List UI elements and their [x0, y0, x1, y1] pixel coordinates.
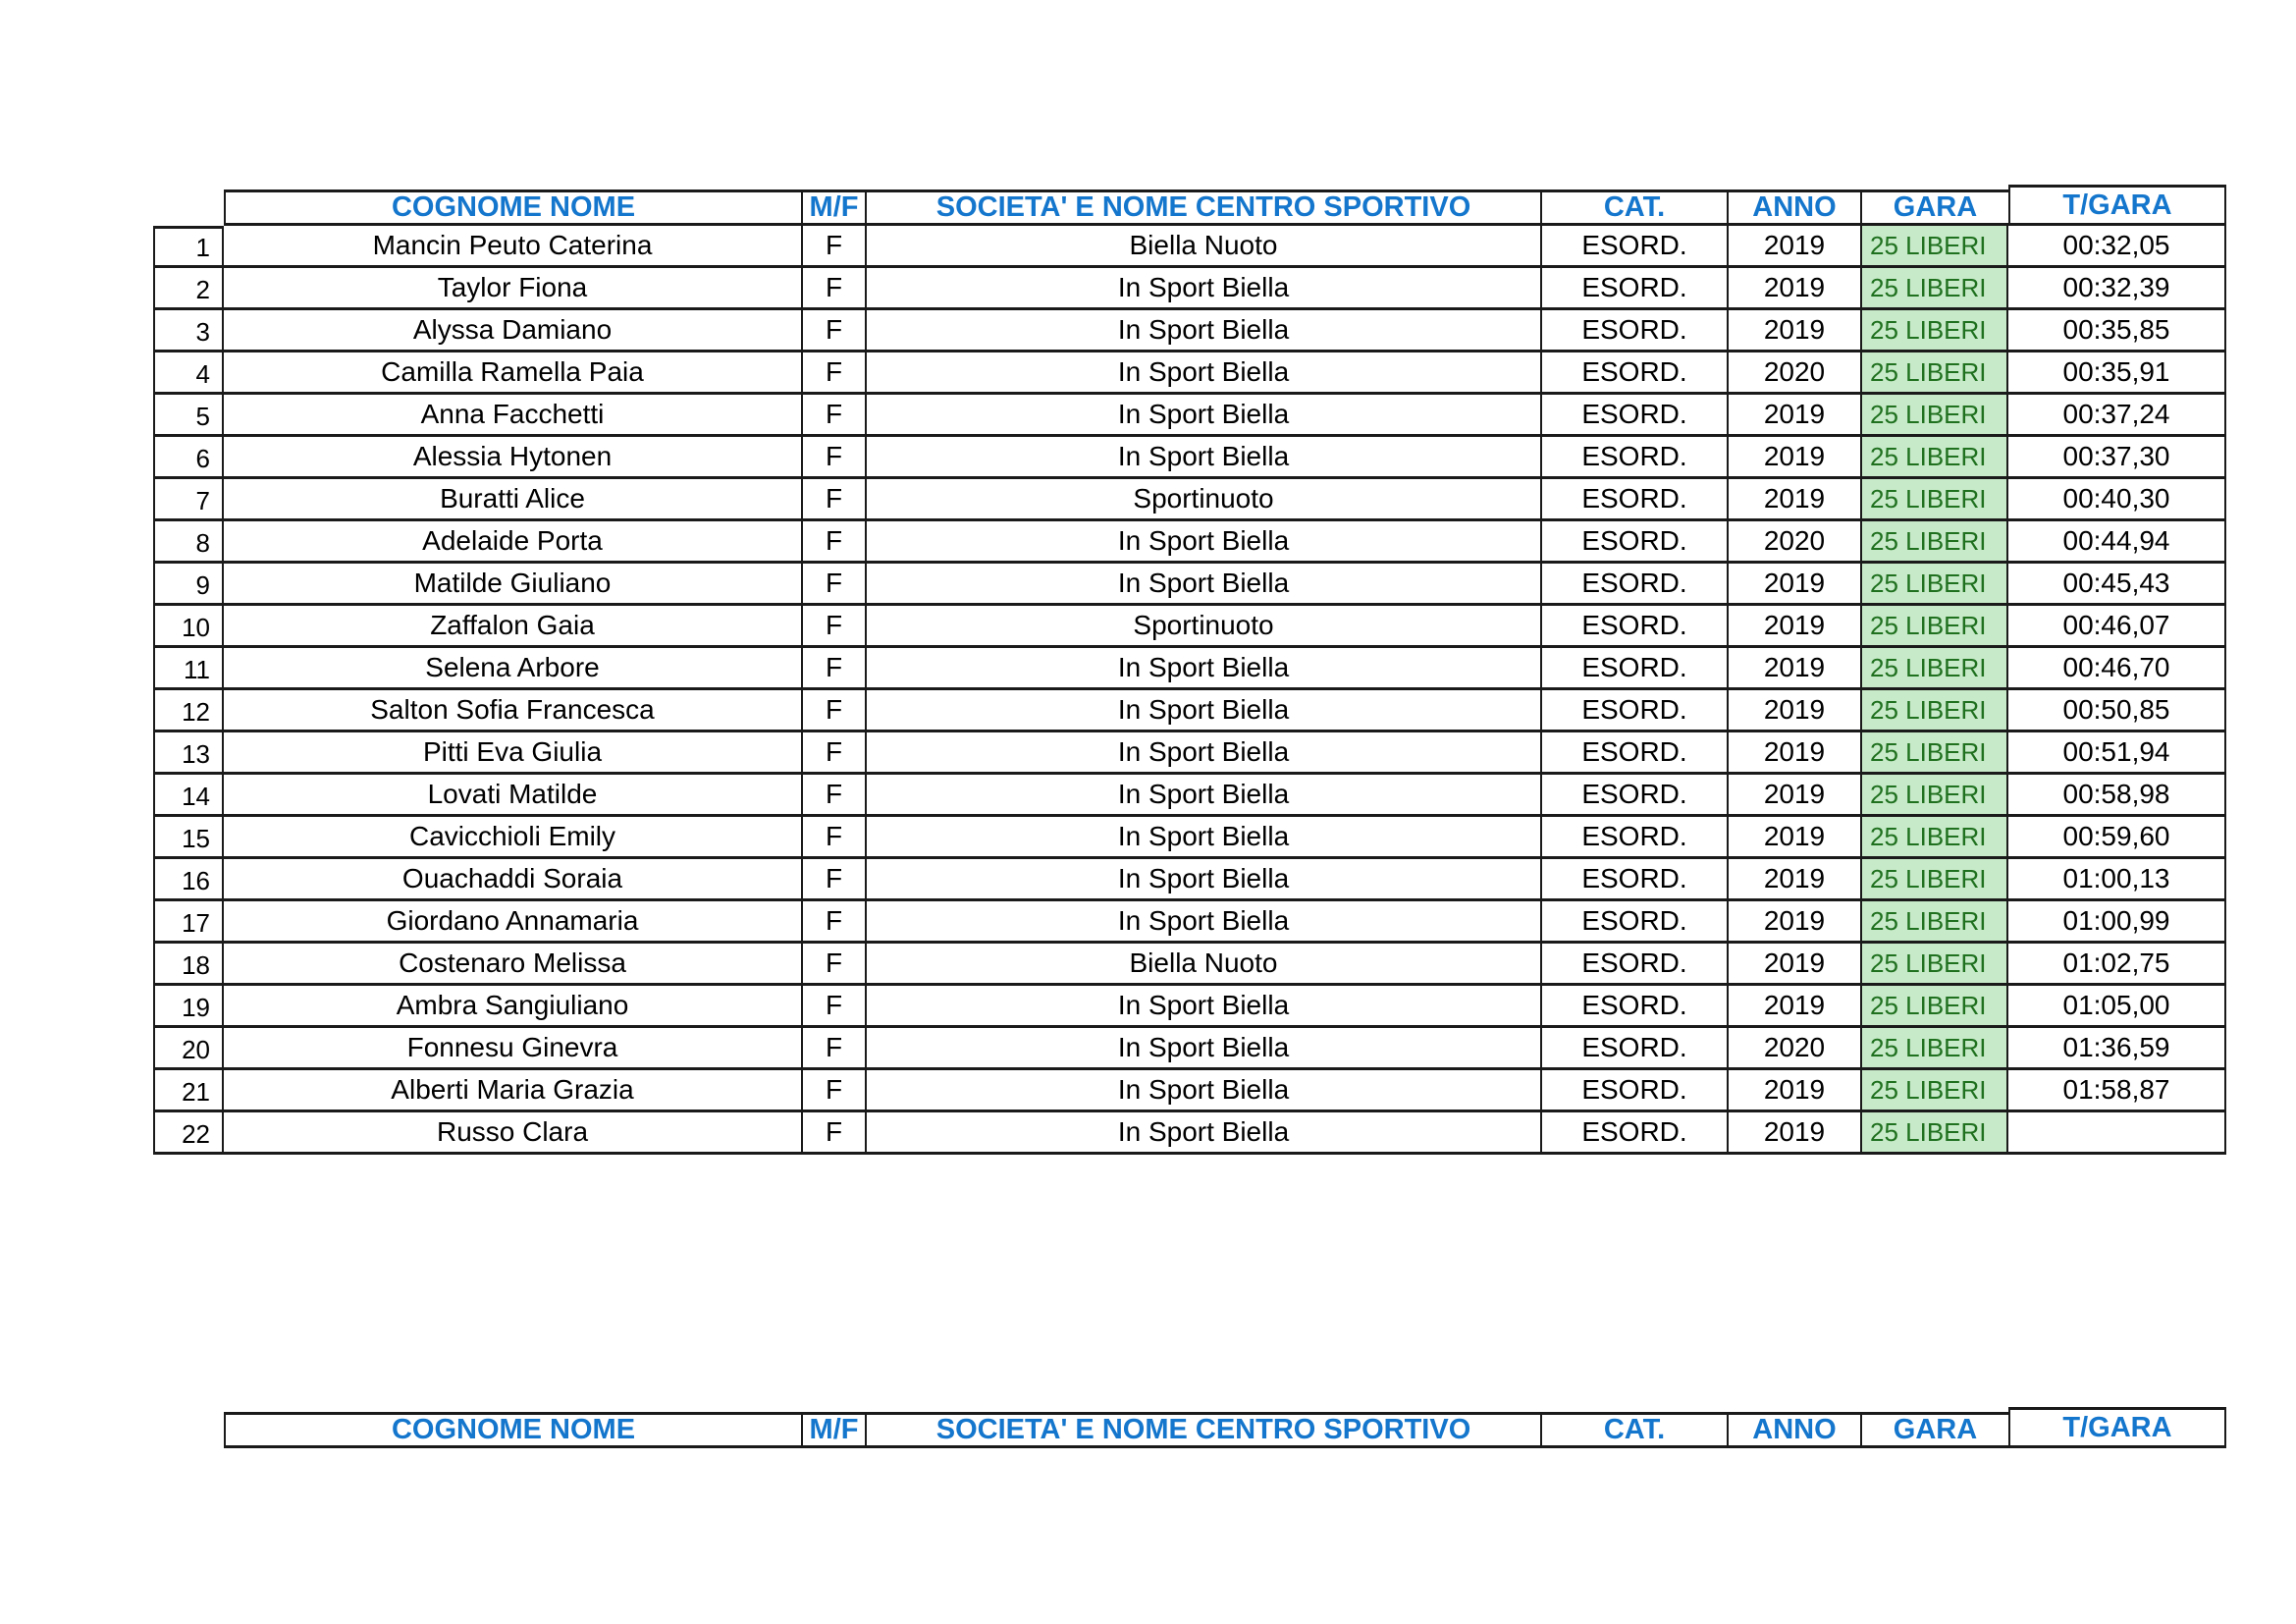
- cell-event: 25 LIBERI: [1862, 732, 2008, 775]
- cell-event: 25 LIBERI: [1862, 310, 2008, 352]
- cell-category: ESORD.: [1542, 479, 1729, 521]
- cell-time: 00:40,30: [2008, 479, 2226, 521]
- cell-event: 25 LIBERI: [1862, 606, 2008, 648]
- cell-rank: 11: [153, 648, 224, 690]
- cell-name: Russo Clara: [224, 1112, 803, 1155]
- cell-rank: 19: [153, 986, 224, 1028]
- cell-event: 25 LIBERI: [1862, 1112, 2008, 1155]
- cell-event: 25 LIBERI: [1862, 775, 2008, 817]
- cell-category: ESORD.: [1542, 901, 1729, 944]
- header-gara: GARA: [1862, 189, 2008, 226]
- cell-time: 00:35,91: [2008, 352, 2226, 395]
- cell-category: ESORD.: [1542, 352, 1729, 395]
- cell-category: ESORD.: [1542, 648, 1729, 690]
- cell-club: In Sport Biella: [867, 268, 1542, 310]
- cell-name: Taylor Fiona: [224, 268, 803, 310]
- cell-name: Ambra Sangiuliano: [224, 986, 803, 1028]
- cell-rank: 22: [153, 1112, 224, 1155]
- cell-event: 25 LIBERI: [1862, 859, 2008, 901]
- cell-category: ESORD.: [1542, 606, 1729, 648]
- cell-mf: F: [803, 395, 867, 437]
- cell-rank: 13: [153, 732, 224, 775]
- cell-event: 25 LIBERI: [1862, 479, 2008, 521]
- cell-rank: 9: [153, 564, 224, 606]
- cell-rank: 3: [153, 310, 224, 352]
- cell-name: Costenaro Melissa: [224, 944, 803, 986]
- cell-event: 25 LIBERI: [1862, 226, 2008, 268]
- cell-mf: F: [803, 606, 867, 648]
- cell-year: 2019: [1729, 310, 1862, 352]
- cell-club: In Sport Biella: [867, 986, 1542, 1028]
- cell-club: In Sport Biella: [867, 817, 1542, 859]
- cell-mf: F: [803, 521, 867, 564]
- cell-category: ESORD.: [1542, 944, 1729, 986]
- cell-category: ESORD.: [1542, 732, 1729, 775]
- cell-mf: F: [803, 859, 867, 901]
- header-cognome-nome: COGNOME NOME: [224, 1412, 803, 1448]
- cell-year: 2020: [1729, 521, 1862, 564]
- cell-category: ESORD.: [1542, 268, 1729, 310]
- cell-club: Biella Nuoto: [867, 226, 1542, 268]
- cell-year: 2019: [1729, 859, 1862, 901]
- cell-time: 00:51,94: [2008, 732, 2226, 775]
- cell-rank: 6: [153, 437, 224, 479]
- cell-year: 2019: [1729, 606, 1862, 648]
- cell-name: Fonnesu Ginevra: [224, 1028, 803, 1070]
- cell-club: In Sport Biella: [867, 437, 1542, 479]
- cell-time: 00:59,60: [2008, 817, 2226, 859]
- cell-rank: 14: [153, 775, 224, 817]
- cell-club: In Sport Biella: [867, 352, 1542, 395]
- cell-club: Sportinuoto: [867, 606, 1542, 648]
- cell-mf: F: [803, 1112, 867, 1155]
- cell-name: Adelaide Porta: [224, 521, 803, 564]
- cell-event: 25 LIBERI: [1862, 648, 2008, 690]
- cell-year: 2019: [1729, 690, 1862, 732]
- header-corner-spacer: [153, 189, 224, 226]
- header-tgara: T/GARA: [2008, 1407, 2226, 1448]
- cell-event: 25 LIBERI: [1862, 395, 2008, 437]
- cell-rank: 21: [153, 1070, 224, 1112]
- cell-event: 25 LIBERI: [1862, 437, 2008, 479]
- cell-name: Alyssa Damiano: [224, 310, 803, 352]
- cell-mf: F: [803, 479, 867, 521]
- cell-year: 2020: [1729, 1028, 1862, 1070]
- cell-time: 00:32,39: [2008, 268, 2226, 310]
- cell-club: Biella Nuoto: [867, 944, 1542, 986]
- cell-mf: F: [803, 1028, 867, 1070]
- cell-rank: 10: [153, 606, 224, 648]
- cell-mf: F: [803, 310, 867, 352]
- cell-name: Alberti Maria Grazia: [224, 1070, 803, 1112]
- cell-club: In Sport Biella: [867, 521, 1542, 564]
- cell-mf: F: [803, 732, 867, 775]
- cell-year: 2019: [1729, 268, 1862, 310]
- cell-club: In Sport Biella: [867, 1028, 1542, 1070]
- cell-event: 25 LIBERI: [1862, 690, 2008, 732]
- cell-year: 2019: [1729, 775, 1862, 817]
- cell-name: Mancin Peuto Caterina: [224, 226, 803, 268]
- cell-name: Camilla Ramella Paia: [224, 352, 803, 395]
- cell-time: 00:37,30: [2008, 437, 2226, 479]
- cell-club: In Sport Biella: [867, 1112, 1542, 1155]
- cell-event: 25 LIBERI: [1862, 521, 2008, 564]
- cell-name: Anna Facchetti: [224, 395, 803, 437]
- cell-category: ESORD.: [1542, 775, 1729, 817]
- cell-rank: 15: [153, 817, 224, 859]
- cell-club: Sportinuoto: [867, 479, 1542, 521]
- cell-mf: F: [803, 352, 867, 395]
- cell-mf: F: [803, 817, 867, 859]
- cell-event: 25 LIBERI: [1862, 986, 2008, 1028]
- cell-event: 25 LIBERI: [1862, 817, 2008, 859]
- cell-category: ESORD.: [1542, 437, 1729, 479]
- cell-year: 2020: [1729, 352, 1862, 395]
- cell-mf: F: [803, 1070, 867, 1112]
- cell-category: ESORD.: [1542, 986, 1729, 1028]
- cell-year: 2019: [1729, 564, 1862, 606]
- cell-name: Zaffalon Gaia: [224, 606, 803, 648]
- cell-mf: F: [803, 564, 867, 606]
- cell-rank: 7: [153, 479, 224, 521]
- cell-year: 2019: [1729, 479, 1862, 521]
- cell-name: Pitti Eva Giulia: [224, 732, 803, 775]
- cell-category: ESORD.: [1542, 395, 1729, 437]
- cell-mf: F: [803, 775, 867, 817]
- cell-name: Lovati Matilde: [224, 775, 803, 817]
- cell-club: In Sport Biella: [867, 310, 1542, 352]
- cell-club: In Sport Biella: [867, 901, 1542, 944]
- cell-time: 00:32,05: [2008, 226, 2226, 268]
- cell-event: 25 LIBERI: [1862, 901, 2008, 944]
- cell-year: 2019: [1729, 901, 1862, 944]
- cell-mf: F: [803, 226, 867, 268]
- cell-event: 25 LIBERI: [1862, 944, 2008, 986]
- cell-club: In Sport Biella: [867, 395, 1542, 437]
- cell-time: [2008, 1112, 2226, 1155]
- cell-year: 2019: [1729, 437, 1862, 479]
- cell-event: 25 LIBERI: [1862, 268, 2008, 310]
- cell-category: ESORD.: [1542, 564, 1729, 606]
- cell-category: ESORD.: [1542, 1112, 1729, 1155]
- cell-category: ESORD.: [1542, 226, 1729, 268]
- cell-event: 25 LIBERI: [1862, 352, 2008, 395]
- cell-category: ESORD.: [1542, 521, 1729, 564]
- cell-time: 00:35,85: [2008, 310, 2226, 352]
- cell-category: ESORD.: [1542, 310, 1729, 352]
- cell-rank: 8: [153, 521, 224, 564]
- cell-rank: 12: [153, 690, 224, 732]
- header-anno: ANNO: [1729, 189, 1862, 226]
- second-header-table: [224, 1412, 2226, 1448]
- header-mf: M/F: [803, 189, 867, 226]
- cell-name: Salton Sofia Francesca: [224, 690, 803, 732]
- cell-club: In Sport Biella: [867, 1070, 1542, 1112]
- cell-mf: F: [803, 690, 867, 732]
- cell-club: In Sport Biella: [867, 690, 1542, 732]
- header-cognome-nome: COGNOME NOME: [224, 189, 803, 226]
- cell-time: 01:02,75: [2008, 944, 2226, 986]
- header-tgara: T/GARA: [2008, 185, 2226, 226]
- header-anno: ANNO: [1729, 1412, 1862, 1448]
- cell-club: In Sport Biella: [867, 648, 1542, 690]
- cell-year: 2019: [1729, 817, 1862, 859]
- cell-year: 2019: [1729, 1112, 1862, 1155]
- cell-rank: 16: [153, 859, 224, 901]
- cell-category: ESORD.: [1542, 817, 1729, 859]
- cell-year: 2019: [1729, 944, 1862, 986]
- cell-mf: F: [803, 901, 867, 944]
- header-gara: GARA: [1862, 1412, 2008, 1448]
- cell-rank: 18: [153, 944, 224, 986]
- header-societa: SOCIETA' E NOME CENTRO SPORTIVO: [867, 1412, 1542, 1448]
- cell-year: 2019: [1729, 986, 1862, 1028]
- cell-rank: 1: [153, 226, 224, 268]
- cell-name: Matilde Giuliano: [224, 564, 803, 606]
- cell-time: 00:50,85: [2008, 690, 2226, 732]
- cell-event: 25 LIBERI: [1862, 1028, 2008, 1070]
- cell-mf: F: [803, 437, 867, 479]
- cell-year: 2019: [1729, 648, 1862, 690]
- cell-name: Giordano Annamaria: [224, 901, 803, 944]
- cell-category: ESORD.: [1542, 690, 1729, 732]
- cell-event: 25 LIBERI: [1862, 564, 2008, 606]
- cell-mf: F: [803, 986, 867, 1028]
- cell-year: 2019: [1729, 226, 1862, 268]
- results-table: [153, 189, 2226, 1155]
- cell-time: 00:45,43: [2008, 564, 2226, 606]
- cell-category: ESORD.: [1542, 1028, 1729, 1070]
- cell-time: 01:00,13: [2008, 859, 2226, 901]
- cell-event: 25 LIBERI: [1862, 1070, 2008, 1112]
- cell-club: In Sport Biella: [867, 775, 1542, 817]
- cell-name: Buratti Alice: [224, 479, 803, 521]
- header-cat: CAT.: [1542, 1412, 1729, 1448]
- cell-time: 01:58,87: [2008, 1070, 2226, 1112]
- cell-mf: F: [803, 944, 867, 986]
- cell-time: 01:05,00: [2008, 986, 2226, 1028]
- cell-year: 2019: [1729, 1070, 1862, 1112]
- cell-name: Alessia Hytonen: [224, 437, 803, 479]
- cell-time: 00:46,70: [2008, 648, 2226, 690]
- header-mf: M/F: [803, 1412, 867, 1448]
- cell-mf: F: [803, 268, 867, 310]
- cell-rank: 5: [153, 395, 224, 437]
- cell-club: In Sport Biella: [867, 859, 1542, 901]
- cell-time: 00:58,98: [2008, 775, 2226, 817]
- cell-name: Selena Arbore: [224, 648, 803, 690]
- cell-rank: 17: [153, 901, 224, 944]
- cell-time: 00:44,94: [2008, 521, 2226, 564]
- cell-name: Cavicchioli Emily: [224, 817, 803, 859]
- cell-club: In Sport Biella: [867, 564, 1542, 606]
- cell-category: ESORD.: [1542, 859, 1729, 901]
- header-societa: SOCIETA' E NOME CENTRO SPORTIVO: [867, 189, 1542, 226]
- cell-year: 2019: [1729, 732, 1862, 775]
- cell-time: 00:37,24: [2008, 395, 2226, 437]
- cell-mf: F: [803, 648, 867, 690]
- cell-time: 00:46,07: [2008, 606, 2226, 648]
- cell-rank: 4: [153, 352, 224, 395]
- cell-time: 01:00,99: [2008, 901, 2226, 944]
- cell-rank: 20: [153, 1028, 224, 1070]
- cell-name: Ouachaddi Soraia: [224, 859, 803, 901]
- cell-rank: 2: [153, 268, 224, 310]
- cell-time: 01:36,59: [2008, 1028, 2226, 1070]
- header-cat: CAT.: [1542, 189, 1729, 226]
- cell-category: ESORD.: [1542, 1070, 1729, 1112]
- cell-year: 2019: [1729, 395, 1862, 437]
- cell-club: In Sport Biella: [867, 732, 1542, 775]
